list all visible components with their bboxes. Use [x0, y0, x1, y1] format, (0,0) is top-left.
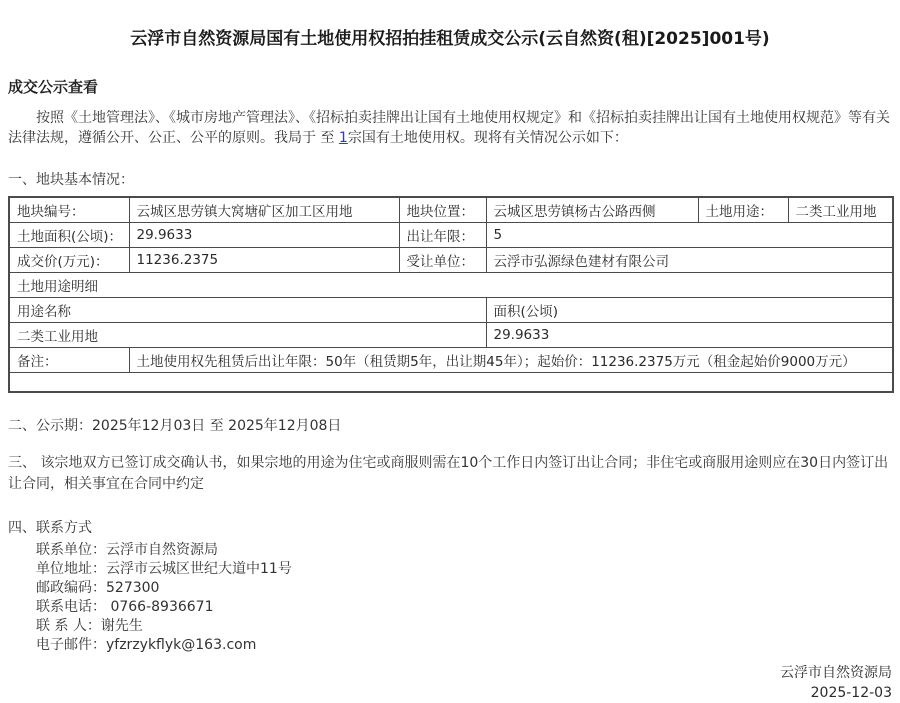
block-number-value: 云城区思劳镇大窝塘矿区加工区用地 — [129, 197, 399, 223]
land-info-table — [8, 196, 894, 393]
section-1-heading: 一、地块基本情况： — [8, 172, 134, 188]
usage-area-value: 29.9633 — [486, 323, 893, 348]
usage-name-value: 二类工业用地 — [9, 323, 486, 348]
land-area-value: 29.9633 — [129, 223, 399, 248]
deal-price-label: 成交价(万元)： — [9, 248, 129, 273]
table-row — [9, 223, 893, 248]
land-use-label: 土地用途： — [698, 197, 788, 223]
usage-name-header: 用途名称 — [9, 298, 486, 323]
contact-phone: 联系电话： 0766-8936671 — [36, 599, 214, 615]
table-row — [9, 298, 893, 323]
land-use-detail-heading: 土地用途明细 — [9, 273, 893, 298]
empty-cell — [9, 373, 893, 393]
contact-unit: 联系单位：云浮市自然资源局 — [36, 542, 218, 558]
grant-years-label: 出让年限： — [399, 223, 486, 248]
contact-email: 电子邮件：yfzrzykflyk@163.com — [36, 637, 257, 653]
signature-date: 2025-12-03 — [810, 685, 892, 701]
signature-org: 云浮市自然资源局 — [780, 665, 892, 681]
intro-text-after-link: 宗国有土地使用权。现将有关情况公示如下： — [347, 130, 628, 146]
table-row — [9, 273, 893, 298]
remark-value: 土地使用权先租赁后出让年限：50年（租赁期5年，出让期45年）；起始价：11236.2375万元（租金起始价9000万元） — [129, 348, 893, 373]
contact-address: 单位地址：云浮市云城区世纪大道中11号 — [36, 561, 292, 577]
block-location-label: 地块位置： — [399, 197, 486, 223]
table-row — [9, 348, 893, 373]
contact-info-block — [36, 541, 892, 655]
land-use-value: 二类工业用地 — [788, 197, 893, 223]
contact-person: 联 系 人：谢先生 — [36, 618, 143, 634]
land-area-label: 土地面积(公顷)： — [9, 223, 129, 248]
table-row — [9, 248, 893, 273]
transferee-value: 云浮市弘源绿色建材有限公司 — [486, 248, 893, 273]
table-row-empty — [9, 373, 893, 393]
usage-area-header: 面积(公顷) — [486, 298, 893, 323]
deal-announcement-view-heading: 成交公示查看 — [8, 78, 99, 96]
section-4-heading: 四、联系方式 — [8, 520, 92, 536]
block-number-label: 地块编号： — [9, 197, 129, 223]
transferee-label: 受让单位： — [399, 248, 486, 273]
table-row — [9, 323, 893, 348]
remark-label: 备注： — [9, 348, 129, 373]
grant-years-value: 5 — [486, 223, 893, 248]
contact-postal-code: 邮政编码：527300 — [36, 580, 160, 596]
page-title: 云浮市自然资源局国有土地使用权招拍挂租赁成交公示(云自然资(租)[2025]001号) — [130, 29, 770, 49]
deal-price-value: 11236.2375 — [129, 248, 399, 273]
section-2-publicity-period: 二、公示期：2025年12月03日 至 2025年12月08日 — [8, 418, 342, 434]
block-location-value: 云城区思劳镇杨古公路西侧 — [486, 197, 698, 223]
section-3-contract-terms: 三、 该宗地双方已签订成交确认书，如果宗地的用途为住宅或商服则需在10个工作日内签订出让合同；非住宅或商服用途则应在30日内签订出让合同，相关事宜在合同中约定 — [8, 455, 889, 492]
intro-paragraph — [8, 108, 892, 148]
signature-block — [8, 663, 892, 703]
intro-text-before-link: 按照《土地管理法》、《城市房地产管理法》、《招标拍卖挂牌出让国有土地使用权规定》和《招标拍卖挂牌出让国有土地使用权规范》等有关法律法规，遵循公开、公正、公平的原则。我局于 至 — [8, 110, 890, 146]
table-row — [9, 197, 893, 223]
parcel-count-link[interactable]: 1 — [338, 130, 348, 146]
